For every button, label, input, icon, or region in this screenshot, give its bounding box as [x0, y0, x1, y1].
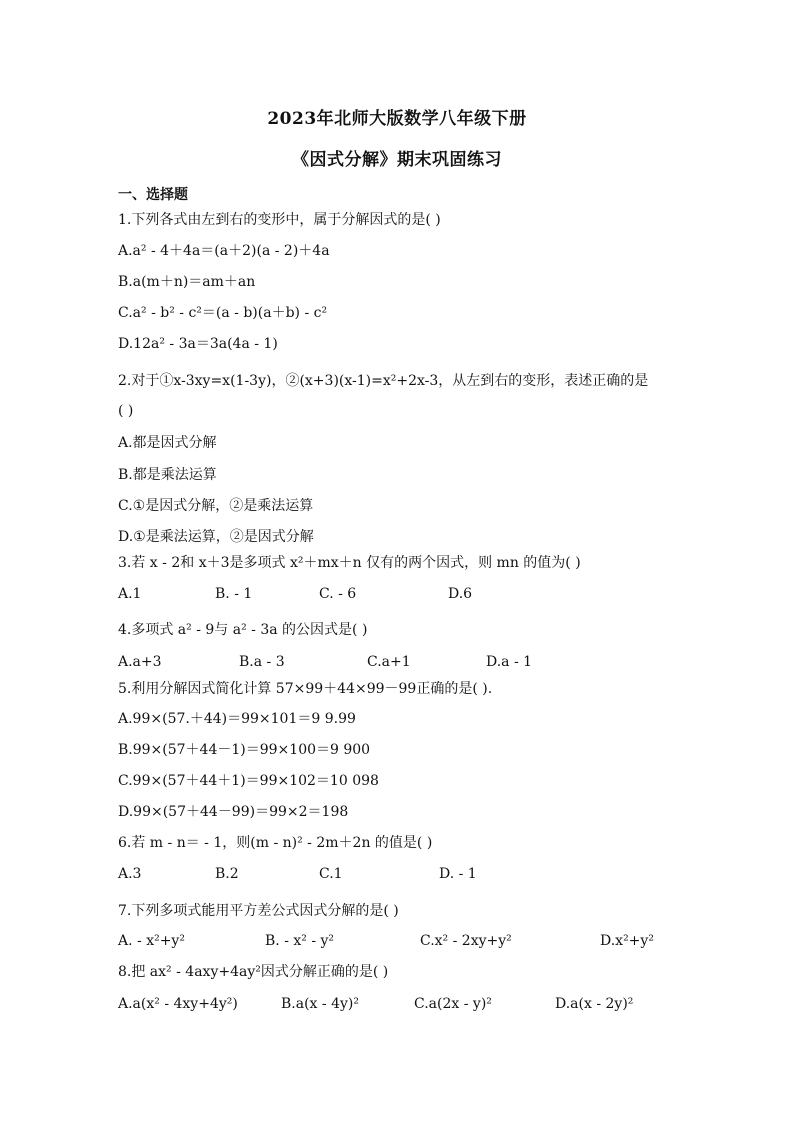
- question-6-option-b: B.2: [215, 866, 239, 882]
- question-5-option-c: C.99×(57＋44＋1)＝99×102＝10 098: [118, 773, 379, 789]
- question-4-stem: 4.多项式 a² - 9与 a² - 3a 的公因式是( ): [118, 622, 368, 638]
- question-6-option-d: D. - 1: [439, 866, 477, 882]
- question-6-option-a: A.3: [118, 866, 142, 882]
- question-6-stem: 6.若 m - n＝ - 1，则(m - n)² - 2m＋2n 的值是( ): [118, 835, 433, 851]
- question-7-option-c: C.x² - 2xy+y²: [420, 933, 512, 949]
- question-3-option-a: A.1: [118, 586, 142, 602]
- question-8-option-d: D.a(x - 2y)²: [555, 996, 634, 1012]
- question-2-stem-line-1: 2.对于①x-3xy=x(1-3y)，②(x+3)(x-1)=x²+2x-3，从左到右的变形，表述正确的是: [118, 373, 649, 389]
- question-2-option-a: A.都是因式分解: [118, 435, 217, 451]
- question-8-option-c: C.a(2x - y)²: [414, 996, 492, 1012]
- question-5-option-b: B.99×(57＋44－1)＝99×100＝9 900: [118, 742, 371, 758]
- question-8-stem: 8.把 ax² - 4axy+4ay²因式分解正确的是( ): [118, 964, 389, 980]
- question-1-option-b: B.a(m＋n)＝am＋an: [118, 274, 256, 290]
- question-5-option-a: A.99×(57.＋44)＝99×101＝9 9.99: [118, 711, 356, 727]
- question-2-stem-line-2: ( ): [118, 403, 134, 419]
- question-7-option-b: B. - x² - y²: [265, 933, 335, 949]
- question-1-stem: 1.下列各式由左到右的变形中，属于分解因式的是( ): [118, 212, 441, 228]
- question-8-option-b: B.a(x - 4y)²: [281, 996, 359, 1012]
- question-8-option-a: A.a(x² - 4xy+4y²): [118, 996, 238, 1012]
- title-line-2: 《因式分解》期末巩固练习: [292, 150, 502, 170]
- section-heading: 一、选择题: [118, 187, 188, 203]
- question-4-option-b: B.a - 3: [239, 654, 285, 670]
- question-4-option-d: D.a - 1: [486, 654, 533, 670]
- title-line-1: 2023年北师大版数学八年级下册: [267, 109, 527, 129]
- question-2-option-d: D.①是乘法运算，②是因式分解: [118, 529, 314, 545]
- question-2-option-b: B.都是乘法运算: [118, 467, 217, 483]
- question-4-option-c: C.a+1: [367, 654, 411, 670]
- question-6-option-c: C.1: [319, 866, 343, 882]
- question-1-option-d: D.12a² - 3a＝3a(4a - 1): [118, 336, 278, 352]
- question-2-option-c: C.①是因式分解，②是乘法运算: [118, 498, 314, 514]
- question-5-stem: 5.利用分解因式简化计算 57×99＋44×99－99正确的是( ).: [118, 681, 493, 697]
- question-7-stem: 7.下列多项式能用平方差公式因式分解的是( ): [118, 903, 399, 919]
- question-3-option-c: C. - 6: [319, 586, 357, 602]
- question-7-option-d: D.x²+y²: [600, 933, 654, 949]
- question-4-option-a: A.a+3: [118, 654, 162, 670]
- question-3-stem: 3.若 x - 2和 x＋3是多项式 x²＋mx＋n 仅有的两个因式，则 mn 的值为( ): [118, 555, 581, 571]
- question-3-option-b: B. - 1: [215, 586, 253, 602]
- question-5-option-d: D.99×(57＋44－99)＝99×2＝198: [118, 804, 349, 820]
- question-7-option-a: A. - x²+y²: [118, 933, 185, 949]
- question-1-option-a: A.a² - 4＋4a＝(a＋2)(a - 2)＋4a: [118, 243, 330, 259]
- question-1-option-c: C.a² - b² - c²＝(a - b)(a＋b) - c²: [118, 305, 328, 321]
- question-3-option-d: D.6: [448, 586, 473, 602]
